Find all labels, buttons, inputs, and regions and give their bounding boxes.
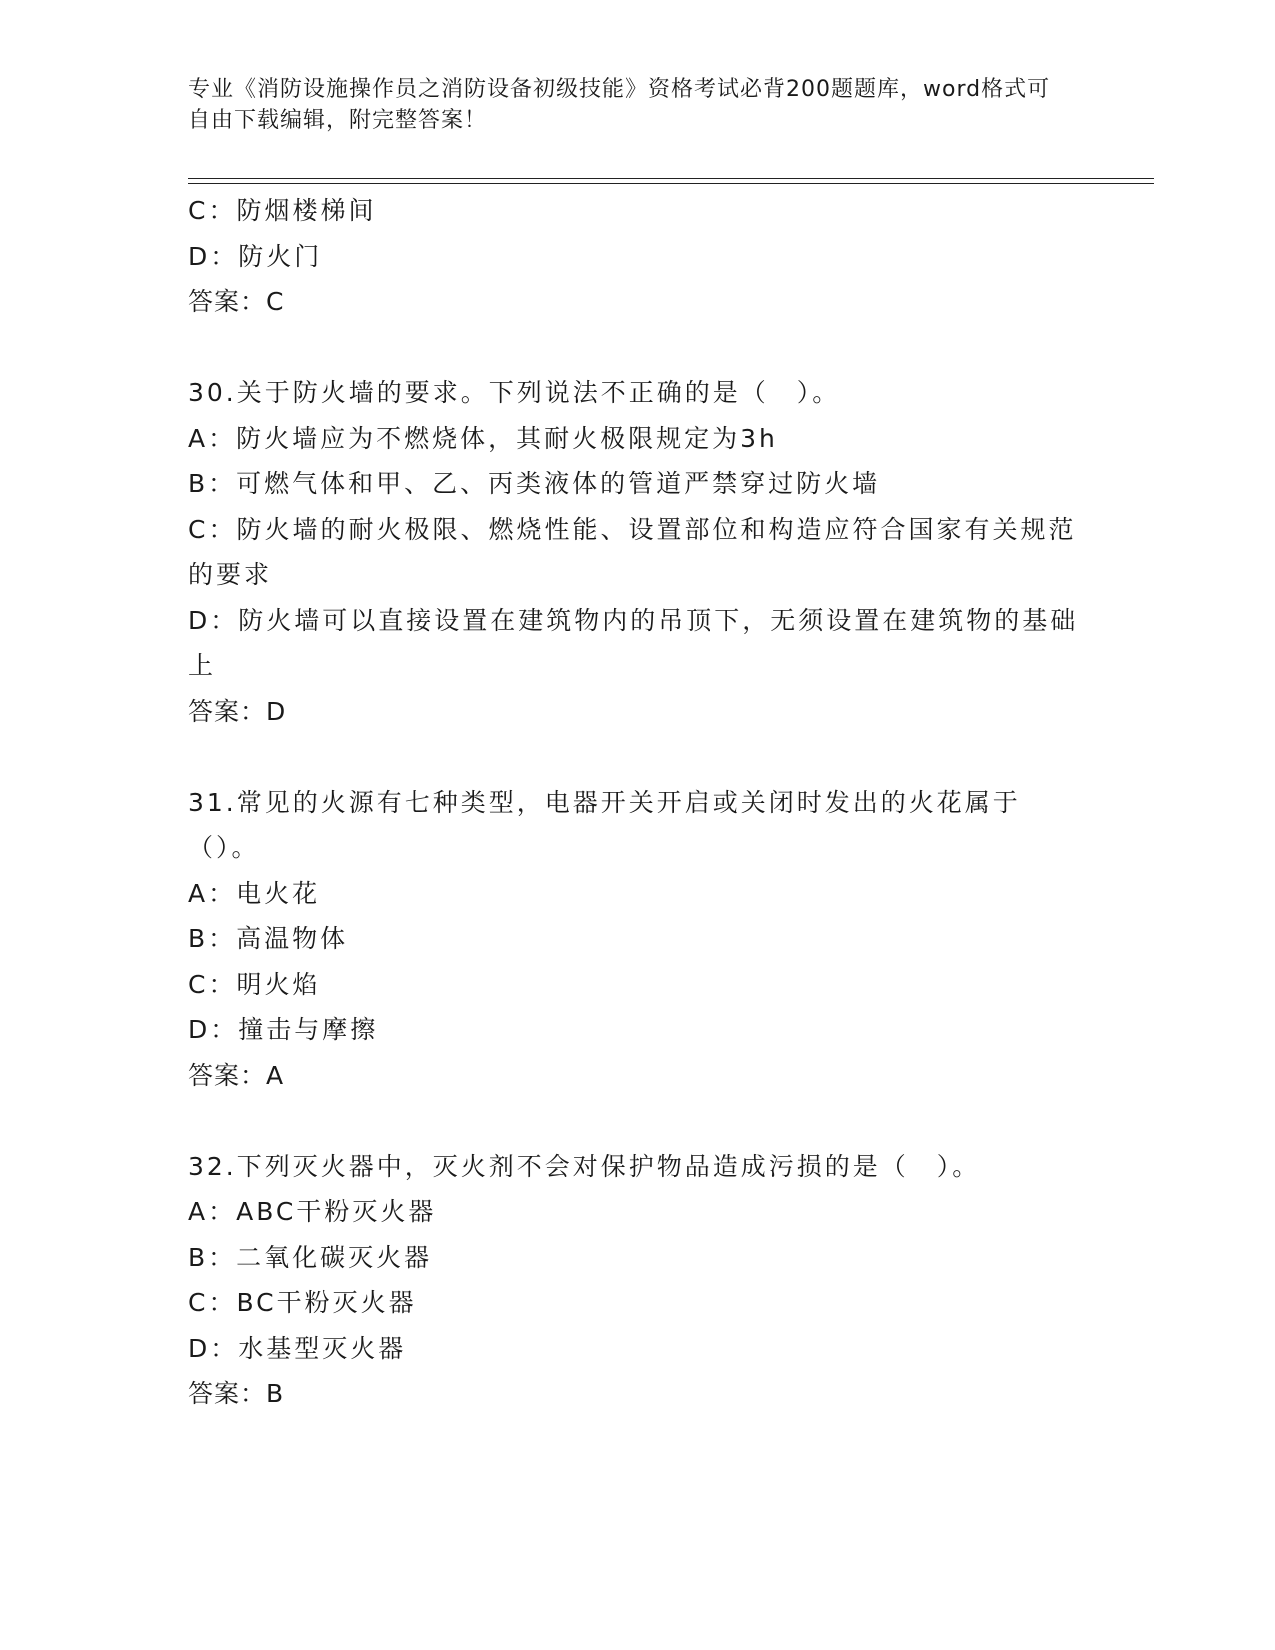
document-header: 专业《消防设施操作员之消防设备初级技能》资格考试必背200题题库，word格式可自由下载编辑，附完整答案！ xyxy=(188,77,1051,133)
option-a: A：ABC干粉灭火器 xyxy=(188,1197,437,1226)
option-d: D：防火门 xyxy=(188,241,323,271)
option-b: B：二氧化碳灭火器 xyxy=(188,1242,433,1272)
header-divider-top xyxy=(188,178,1154,179)
question-stem: 31.常见的火源有七种类型，电器开关开启或关闭时发出的火花属于（）。 xyxy=(188,787,1021,862)
option-b: B：高温物体 xyxy=(188,924,349,953)
question-stem: 30.关于防火墙的要求。下列说法不正确的是（ ）。 xyxy=(188,378,841,407)
spacer xyxy=(188,325,1084,371)
option-c: C：防火墙的耐火极限、燃烧性能、设置部位和构造应符合国家有关规范的要求 xyxy=(188,514,1077,589)
option-c: C：防烟楼梯间 xyxy=(188,196,377,225)
answer: 答案：D xyxy=(188,696,287,726)
option-d: D：防火墙可以直接设置在建筑物内的吊顶下，无须设置在建筑物的基础上 xyxy=(188,605,1079,680)
previous-question-tail xyxy=(188,188,1084,325)
spacer xyxy=(188,1098,1084,1144)
answer: 答案：A xyxy=(188,1060,285,1090)
option-a: A：电火花 xyxy=(188,878,321,908)
answer: 答案：B xyxy=(188,1379,285,1408)
option-c: C：明火焰 xyxy=(188,969,321,999)
question-31 xyxy=(188,780,1084,1099)
question-30 xyxy=(188,370,1084,734)
option-c: C：BC干粉灭火器 xyxy=(188,1288,417,1317)
question-stem: 32.下列灭火器中，灭火剂不会对保护物品造成污损的是（ ）。 xyxy=(188,1151,981,1181)
header-divider-bottom xyxy=(188,183,1154,184)
option-a: A：防火墙应为不燃烧体，其耐火极限规定为3h xyxy=(188,423,778,453)
question-list xyxy=(188,188,1084,1417)
option-d: D：撞击与摩擦 xyxy=(188,1015,379,1044)
spacer xyxy=(188,734,1084,780)
option-d: D：水基型灭火器 xyxy=(188,1333,407,1363)
answer: 答案：C xyxy=(188,287,285,316)
option-b: B：可燃气体和甲、乙、丙类液体的管道严禁穿过防火墙 xyxy=(188,469,881,498)
question-32 xyxy=(188,1144,1084,1417)
